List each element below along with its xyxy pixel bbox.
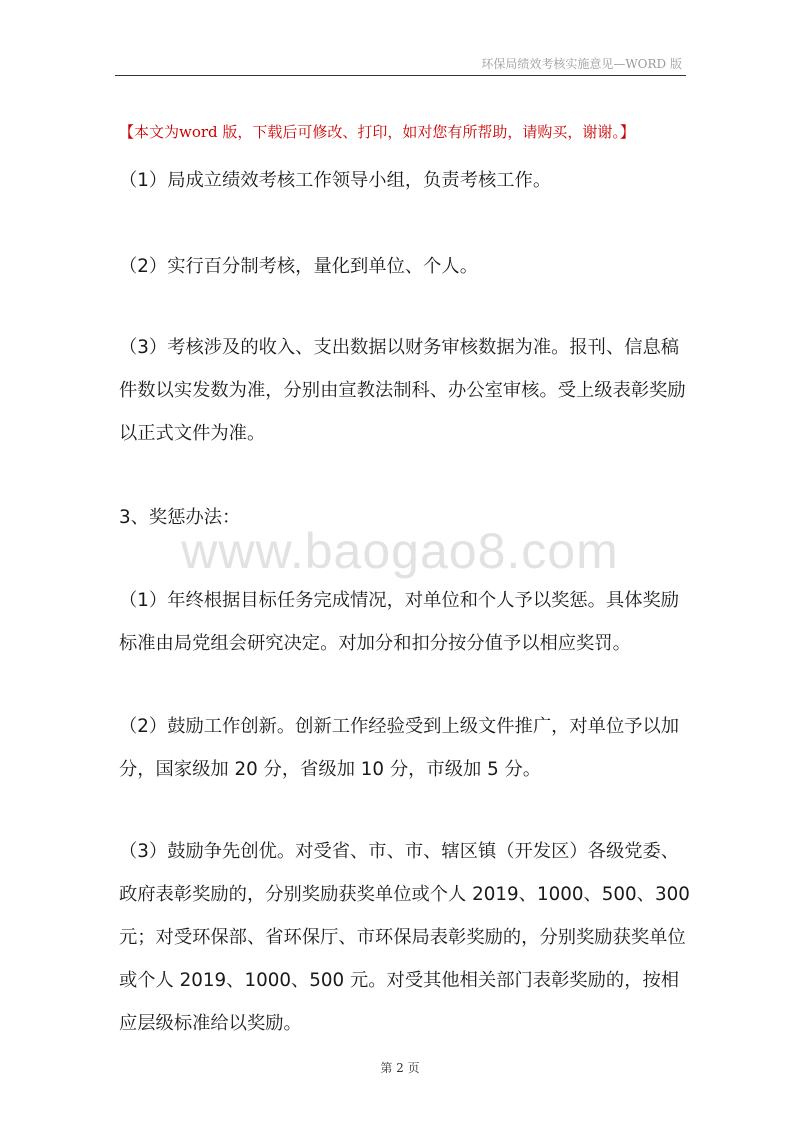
paragraph-4: （1）年终根据目标任务完成情况，对单位和个人予以奖惩。具体奖励标准由局党组会研究决定。对加分和扣分按分值予以相应奖罚。 [119,590,680,654]
download-notice: 【本文为word 版，下载后可修改、打印，如对您有所帮助，请购买，谢谢。】 [119,123,635,141]
page-number: 第 2 页 [380,1061,420,1075]
section-heading-rewards: 3、奖惩办法： [119,507,241,528]
paragraph-5: （2）鼓励工作创新。创新工作经验受到上级文件推广，对单位予以加分，国家级加 20 分，省级加 10 分，市级加 5 分。 [119,716,680,780]
paragraph-3: （3）考核涉及的收入、支出数据以财务审核数据为准。报刊、信息稿件数以实发数为准，分别由宣教法制科、办公室审核。受上级表彰奖励以正式文件为准。 [119,337,686,444]
paragraph-1: （1）局成立绩效考核工作领导小组，负责考核工作。 [119,170,552,191]
paragraph-2: （2）实行百分制考核，量化到单位、个人。 [119,256,478,277]
watermark: www.baogao8.com [181,523,619,579]
header-divider [115,75,686,76]
header-doc-title: 环保局绩效考核实施意见—WORD 版 [481,57,682,71]
paragraph-6: （3）鼓励争先创优。对受省、市、市、辖区镇（开发区）各级党委、政府表彰奖励的，分别奖励获奖单位或个人 2019、1000、500、300 元；对受环保部、省环保厅、市环保局表彰奖励的，分别奖励获奖单位或个人 2019、1000、500 元。对受其他相关部门表彰奖励的，按相应层级标准给以奖励。 [119,841,690,1034]
